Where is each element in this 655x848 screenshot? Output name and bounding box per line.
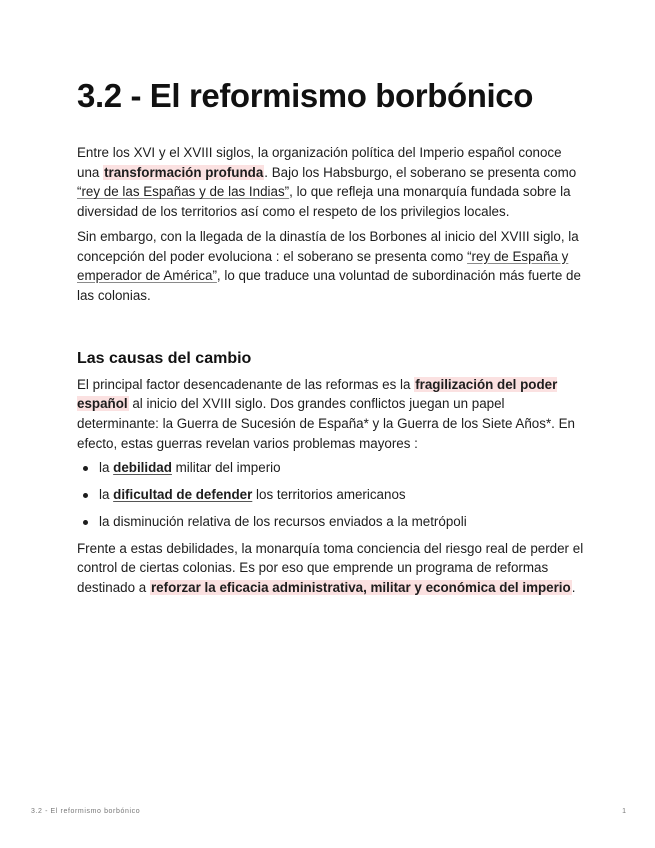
text-run: El principal factor desencadenante de las reformas es la (77, 376, 415, 392)
page-title: 3.2 - El reformismo borbónico (77, 77, 533, 114)
highlight-transformacion: transformación profunda (104, 164, 264, 180)
quote-rey-espana-emperador: “rey de España y emperador de América” (77, 248, 569, 284)
text-run: la (99, 487, 114, 503)
text-run: los territorios americanos (252, 487, 406, 503)
emphasis-dificultad: dificultad de defender (113, 487, 253, 503)
text-run: , lo que refleja una monarquía fundada sobre la diversidad de los territorios así como el respeto de los privilegios locales. (77, 184, 571, 220)
causes-paragraph (77, 375, 587, 454)
list-item (77, 485, 587, 505)
footer-title: 3.2 - El reformismo borbónico (31, 808, 141, 815)
emphasis-debilidad: debilidad (113, 460, 172, 476)
quote-rey-espanas-indias: “rey de las Españas y de las Indias” (77, 184, 290, 200)
list-item (77, 458, 587, 478)
text-run: militar del imperio (171, 460, 281, 476)
page-number: 1 (622, 808, 626, 815)
text-run: Frente a estas debilidades, la monarquía toma conciencia del riesgo real de perder el control de ciertas colonias. Es por eso que emprende un programa de reformas destinado a (77, 540, 584, 595)
text-run: , lo que traduce una voluntad de subordinación más fuerte de las colonias. (77, 268, 581, 303)
conclusion-paragraph (77, 539, 587, 598)
text-run: . Bajo los Habsburgo, el soberano se presenta como (264, 164, 577, 180)
page-content (77, 72, 587, 598)
intro-paragraph-1 (77, 143, 587, 222)
text-run: Entre los XVI y el XVIII siglos, la organización política del Imperio español conoce una (77, 145, 562, 180)
text-run: la disminución relativa de los recursos enviados a la metrópoli (99, 513, 467, 529)
intro-paragraph-2 (77, 227, 587, 306)
highlight-fragilizacion: fragilización del poder español (77, 376, 558, 412)
highlight-reforzar: reforzar la eficacia administrativa, militar y económica del imperio (150, 579, 571, 595)
text-run: Sin embargo, con la llegada de la dinastía de los Borbones al inicio del XVIII siglo, la concepción del poder evoluciona : el soberano se presenta como (77, 228, 579, 264)
text-run: la (99, 460, 114, 476)
text-run: al inicio del XVIII siglo. Dos grandes conflictos juegan un papel determinante: la Guerra de Sucesión de España* y la Guerra de los Siete Años*. En efecto, estas guerras revelan varios problemas mayores : (77, 396, 575, 451)
problems-list (77, 458, 587, 531)
text-run: . (571, 579, 576, 595)
list-item (77, 512, 587, 532)
section-heading: Las causas del cambio (77, 349, 252, 367)
